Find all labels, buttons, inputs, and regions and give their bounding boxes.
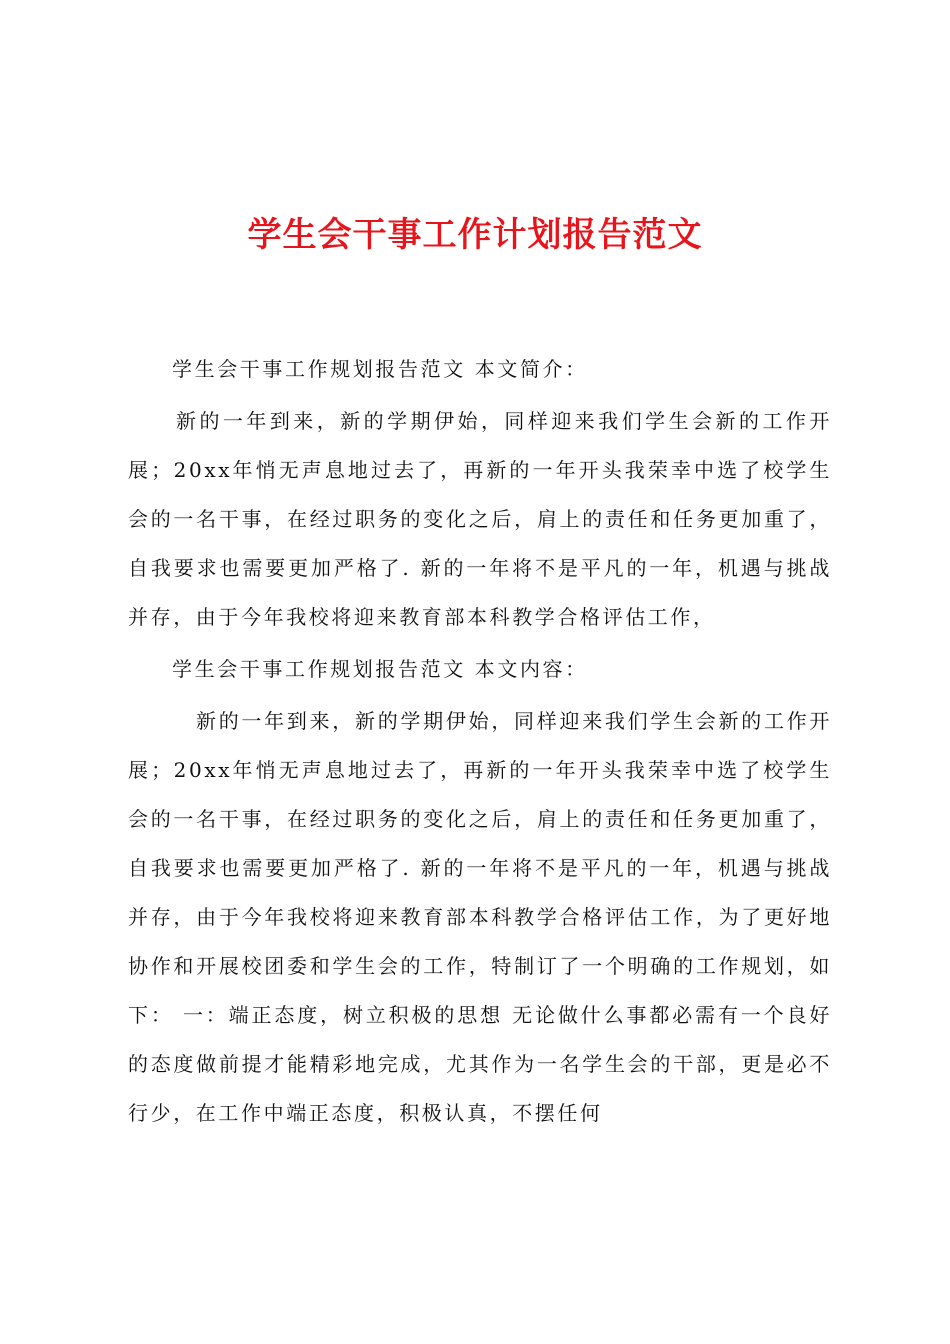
document-title: 学生会干事工作计划报告范文 (247, 215, 703, 255)
content-heading-paragraph: 学生会干事工作规划报告范文 本文内容： (172, 657, 588, 681)
intro-heading-paragraph: 学生会干事工作规划报告范文 本文简介： (172, 357, 588, 381)
content-body-paragraph: 新的一年到来，新的学期伊始，同样迎来我们学生会新的工作开展；20xx年悄无声息地过去了，再新的一年开头我荣幸中选了校学生会的一名干事，在经过职务的变化之后，肩上的责任和任务更加重了，自我要求也需要更加严格了. 新的一年将不是平凡的一年，机遇与挑战并存，由于今年我校将迎来教育部本科教学合格评估工作，为了更好地协作和开展校团委和学生会的工作，特制订了一个明确的工作规划，如下： 一：端正态度，树立积极的思想 无论做什么事都必需有一个良好的态度做前提才能精彩地完成，尤其作为一名学生会的干部，更是必不行少，在工作中端正态度，积极认真，不摆任何 (128, 709, 832, 1125)
intro-body-paragraph: 新的一年到来，新的学期伊始，同样迎来我们学生会新的工作开展；20xx年悄无声息地过去了，再新的一年开头我荣幸中选了校学生会的一名干事，在经过职务的变化之后，肩上的责任和任务更加重了，自我要求也需要更加严格了. 新的一年将不是平凡的一年，机遇与挑战并存，由于今年我校将迎来教育部本科教学合格评估工作， (128, 409, 832, 629)
document-body (128, 345, 832, 1141)
